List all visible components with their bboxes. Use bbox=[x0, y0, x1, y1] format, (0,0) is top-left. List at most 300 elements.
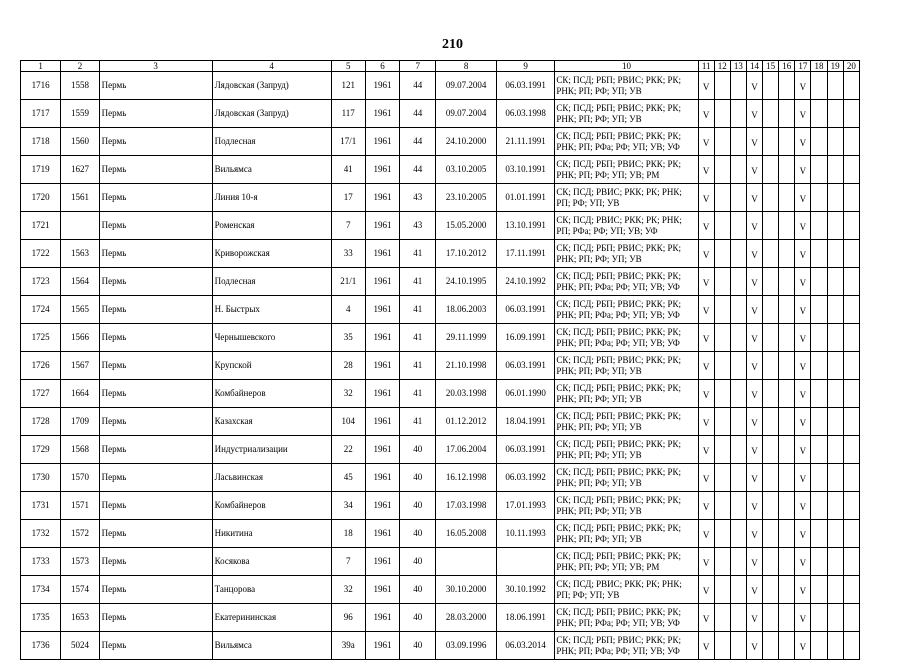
house-number: 32 bbox=[331, 576, 365, 604]
mark-cell-17: V bbox=[795, 436, 811, 464]
year-cell: 1961 bbox=[365, 604, 399, 632]
mark-cell-12 bbox=[714, 72, 730, 100]
mark-cell-18 bbox=[811, 632, 827, 660]
mark-cell-13 bbox=[730, 632, 746, 660]
record-id: 1558 bbox=[61, 72, 99, 100]
services-cell: СК; ПСД; РБП; РВИС; РКК; РК; РНК; РП; РФ; УП; УВ bbox=[555, 380, 698, 408]
mark-cell-11: V bbox=[698, 352, 714, 380]
mark-cell-17: V bbox=[795, 408, 811, 436]
date2-cell: 21.11.1991 bbox=[496, 128, 554, 156]
date2-cell: 24.10.1992 bbox=[496, 268, 554, 296]
mark-cell-18 bbox=[811, 324, 827, 352]
mark-cell-15 bbox=[763, 576, 779, 604]
city-cell: Пермь bbox=[99, 464, 212, 492]
date2-cell: 06.03.1992 bbox=[496, 464, 554, 492]
mark-cell-11: V bbox=[698, 408, 714, 436]
mark-cell-16 bbox=[779, 268, 795, 296]
mark-cell-17: V bbox=[795, 632, 811, 660]
year-cell: 1961 bbox=[365, 212, 399, 240]
record-id: 1572 bbox=[61, 520, 99, 548]
mark-cell-11: V bbox=[698, 464, 714, 492]
mark-cell-18 bbox=[811, 548, 827, 576]
city-cell: Пермь bbox=[99, 324, 212, 352]
mark-cell-20 bbox=[843, 184, 859, 212]
mark-cell-13 bbox=[730, 464, 746, 492]
mark-cell-11: V bbox=[698, 156, 714, 184]
mark-cell-20 bbox=[843, 156, 859, 184]
mark-cell-18 bbox=[811, 296, 827, 324]
date1-cell: 16.05.2008 bbox=[436, 520, 497, 548]
house-number: 17 bbox=[331, 184, 365, 212]
mark-cell-19 bbox=[827, 296, 843, 324]
city-cell: Пермь bbox=[99, 156, 212, 184]
services-cell: СК; ПСД; РБП; РВИС; РКК; РК; РНК; РП; РФ; УП; УВ bbox=[555, 492, 698, 520]
mark-cell-13 bbox=[730, 520, 746, 548]
row-number: 1721 bbox=[21, 212, 61, 240]
mark-cell-12 bbox=[714, 156, 730, 184]
house-number: 32 bbox=[331, 380, 365, 408]
table-row bbox=[21, 380, 860, 408]
house-number: 39а bbox=[331, 632, 365, 660]
mark-cell-12 bbox=[714, 632, 730, 660]
mark-cell-20 bbox=[843, 604, 859, 632]
mark-cell-15 bbox=[763, 100, 779, 128]
year-cell: 1961 bbox=[365, 548, 399, 576]
year-cell: 1961 bbox=[365, 240, 399, 268]
year-cell: 1961 bbox=[365, 352, 399, 380]
services-cell: СК; ПСД; РВИС; РКК; РК; РНК; РП; РФ; УП; УВ bbox=[555, 184, 698, 212]
mark-cell-13 bbox=[730, 352, 746, 380]
city-cell: Пермь bbox=[99, 72, 212, 100]
date1-cell: 01.12.2012 bbox=[436, 408, 497, 436]
street-cell: Крупской bbox=[212, 352, 331, 380]
mark-cell-18 bbox=[811, 184, 827, 212]
street-cell: Линия 10-я bbox=[212, 184, 331, 212]
mark-cell-18 bbox=[811, 520, 827, 548]
mark-cell-17: V bbox=[795, 296, 811, 324]
house-number: 104 bbox=[331, 408, 365, 436]
column-header-13: 13 bbox=[730, 61, 746, 72]
mark-cell-13 bbox=[730, 184, 746, 212]
table-row bbox=[21, 72, 860, 100]
services-cell: СК; ПСД; РБП; РВИС; РКК; РК; РНК; РП; РФа; РФ; УП; УВ; УФ bbox=[555, 604, 698, 632]
mark-cell-19 bbox=[827, 212, 843, 240]
row-number: 1729 bbox=[21, 436, 61, 464]
record-id: 1563 bbox=[61, 240, 99, 268]
city-cell: Пермь bbox=[99, 212, 212, 240]
date1-cell: 17.06.2004 bbox=[436, 436, 497, 464]
mark-cell-17: V bbox=[795, 128, 811, 156]
mark-cell-17: V bbox=[795, 604, 811, 632]
mark-cell-16 bbox=[779, 436, 795, 464]
column-header-11: 11 bbox=[698, 61, 714, 72]
mark-cell-14: V bbox=[746, 576, 762, 604]
mark-cell-16 bbox=[779, 632, 795, 660]
mark-cell-20 bbox=[843, 72, 859, 100]
mark-cell-15 bbox=[763, 212, 779, 240]
mark-cell-16 bbox=[779, 352, 795, 380]
column-header-16: 16 bbox=[779, 61, 795, 72]
mark-cell-18 bbox=[811, 268, 827, 296]
mark-cell-17: V bbox=[795, 100, 811, 128]
mark-cell-13 bbox=[730, 268, 746, 296]
date1-cell: 30.10.2000 bbox=[436, 576, 497, 604]
street-cell: Комбайнеров bbox=[212, 380, 331, 408]
mark-cell-16 bbox=[779, 212, 795, 240]
col7-cell: 40 bbox=[400, 576, 436, 604]
mark-cell-18 bbox=[811, 128, 827, 156]
date2-cell: 16.09.1991 bbox=[496, 324, 554, 352]
mark-cell-19 bbox=[827, 632, 843, 660]
column-header-20: 20 bbox=[843, 61, 859, 72]
table-row bbox=[21, 268, 860, 296]
date1-cell: 03.09.1996 bbox=[436, 632, 497, 660]
row-number: 1736 bbox=[21, 632, 61, 660]
mark-cell-16 bbox=[779, 604, 795, 632]
column-header-18: 18 bbox=[811, 61, 827, 72]
mark-cell-16 bbox=[779, 100, 795, 128]
mark-cell-11: V bbox=[698, 576, 714, 604]
mark-cell-16 bbox=[779, 492, 795, 520]
date1-cell: 20.03.1998 bbox=[436, 380, 497, 408]
mark-cell-15 bbox=[763, 520, 779, 548]
city-cell: Пермь bbox=[99, 128, 212, 156]
record-id: 1564 bbox=[61, 268, 99, 296]
mark-cell-15 bbox=[763, 604, 779, 632]
col7-cell: 41 bbox=[400, 268, 436, 296]
date1-cell: 03.10.2005 bbox=[436, 156, 497, 184]
column-header-1: 1 bbox=[21, 61, 61, 72]
date2-cell: 06.03.1991 bbox=[496, 352, 554, 380]
city-cell: Пермь bbox=[99, 632, 212, 660]
house-number: 4 bbox=[331, 296, 365, 324]
services-cell: СК; ПСД; РВИС; РКК; РК; РНК; РП; РФ; УП; УВ bbox=[555, 576, 698, 604]
services-cell: СК; ПСД; РБП; РВИС; РКК; РК; РНК; РП; РФ; УП; УВ bbox=[555, 408, 698, 436]
year-cell: 1961 bbox=[365, 72, 399, 100]
mark-cell-20 bbox=[843, 240, 859, 268]
row-number: 1718 bbox=[21, 128, 61, 156]
mark-cell-11: V bbox=[698, 520, 714, 548]
mark-cell-13 bbox=[730, 128, 746, 156]
mark-cell-11: V bbox=[698, 632, 714, 660]
mark-cell-17: V bbox=[795, 324, 811, 352]
mark-cell-15 bbox=[763, 492, 779, 520]
mark-cell-19 bbox=[827, 184, 843, 212]
city-cell: Пермь bbox=[99, 296, 212, 324]
mark-cell-17: V bbox=[795, 492, 811, 520]
mark-cell-14: V bbox=[746, 72, 762, 100]
year-cell: 1961 bbox=[365, 576, 399, 604]
mark-cell-12 bbox=[714, 604, 730, 632]
mark-cell-17: V bbox=[795, 576, 811, 604]
mark-cell-15 bbox=[763, 240, 779, 268]
year-cell: 1961 bbox=[365, 324, 399, 352]
mark-cell-14: V bbox=[746, 100, 762, 128]
mark-cell-19 bbox=[827, 156, 843, 184]
mark-cell-11: V bbox=[698, 128, 714, 156]
mark-cell-17: V bbox=[795, 352, 811, 380]
house-number: 121 bbox=[331, 72, 365, 100]
services-cell: СК; ПСД; РБП; РВИС; РКК; РК; РНК; РП; РФа; РФ; УП; УВ; УФ bbox=[555, 324, 698, 352]
house-number: 33 bbox=[331, 240, 365, 268]
services-cell: СК; ПСД; РБП; РВИС; РКК; РК; РНК; РП; РФ; УП; УВ; РМ bbox=[555, 156, 698, 184]
row-number: 1728 bbox=[21, 408, 61, 436]
table-row bbox=[21, 184, 860, 212]
mark-cell-15 bbox=[763, 380, 779, 408]
mark-cell-17: V bbox=[795, 520, 811, 548]
street-cell: Подлесная bbox=[212, 268, 331, 296]
street-cell: Казахская bbox=[212, 408, 331, 436]
street-cell: Лядовская (Запруд) bbox=[212, 100, 331, 128]
services-cell: СК; ПСД; РБП; РВИС; РКК; РК; РНК; РП; РФ; УП; УВ; РМ bbox=[555, 548, 698, 576]
mark-cell-17: V bbox=[795, 380, 811, 408]
table-row bbox=[21, 352, 860, 380]
mark-cell-15 bbox=[763, 548, 779, 576]
record-id: 1653 bbox=[61, 604, 99, 632]
mark-cell-19 bbox=[827, 408, 843, 436]
mark-cell-18 bbox=[811, 212, 827, 240]
mark-cell-14: V bbox=[746, 156, 762, 184]
row-number: 1730 bbox=[21, 464, 61, 492]
mark-cell-19 bbox=[827, 268, 843, 296]
year-cell: 1961 bbox=[365, 156, 399, 184]
col7-cell: 44 bbox=[400, 156, 436, 184]
date1-cell: 29.11.1999 bbox=[436, 324, 497, 352]
mark-cell-18 bbox=[811, 436, 827, 464]
services-cell: СК; ПСД; РБП; РВИС; РКК; РК; РНК; РП; РФ; УП; УВ bbox=[555, 72, 698, 100]
mark-cell-20 bbox=[843, 464, 859, 492]
house-number: 35 bbox=[331, 324, 365, 352]
mark-cell-12 bbox=[714, 100, 730, 128]
column-header-9: 9 bbox=[496, 61, 554, 72]
mark-cell-14: V bbox=[746, 128, 762, 156]
street-cell: Вильямса bbox=[212, 156, 331, 184]
house-number: 17/1 bbox=[331, 128, 365, 156]
record-id: 1568 bbox=[61, 436, 99, 464]
table-row bbox=[21, 212, 860, 240]
col7-cell: 40 bbox=[400, 464, 436, 492]
mark-cell-12 bbox=[714, 352, 730, 380]
mark-cell-16 bbox=[779, 380, 795, 408]
table-row bbox=[21, 632, 860, 660]
row-number: 1727 bbox=[21, 380, 61, 408]
street-cell: Никитина bbox=[212, 520, 331, 548]
house-number: 21/1 bbox=[331, 268, 365, 296]
mark-cell-11: V bbox=[698, 492, 714, 520]
mark-cell-14: V bbox=[746, 324, 762, 352]
date2-cell: 13.10.1991 bbox=[496, 212, 554, 240]
record-id: 1560 bbox=[61, 128, 99, 156]
date1-cell: 15.05.2000 bbox=[436, 212, 497, 240]
mark-cell-14: V bbox=[746, 184, 762, 212]
mark-cell-13 bbox=[730, 408, 746, 436]
mark-cell-14: V bbox=[746, 436, 762, 464]
date1-cell: 16.12.1998 bbox=[436, 464, 497, 492]
street-cell: Лядовская (Запруд) bbox=[212, 72, 331, 100]
mark-cell-20 bbox=[843, 268, 859, 296]
mark-cell-12 bbox=[714, 128, 730, 156]
date2-cell: 06.01.1990 bbox=[496, 380, 554, 408]
services-cell: СК; ПСД; РБП; РВИС; РКК; РК; РНК; РП; РФ; УП; УВ bbox=[555, 520, 698, 548]
col7-cell: 43 bbox=[400, 212, 436, 240]
mark-cell-13 bbox=[730, 212, 746, 240]
street-cell: Ласьвинская bbox=[212, 464, 331, 492]
date2-cell: 06.03.1991 bbox=[496, 436, 554, 464]
street-cell: Танцорова bbox=[212, 576, 331, 604]
mark-cell-17: V bbox=[795, 184, 811, 212]
column-header-8: 8 bbox=[436, 61, 497, 72]
date1-cell: 18.06.2003 bbox=[436, 296, 497, 324]
mark-cell-15 bbox=[763, 632, 779, 660]
mark-cell-13 bbox=[730, 72, 746, 100]
house-number: 28 bbox=[331, 352, 365, 380]
date2-cell: 06.03.1991 bbox=[496, 296, 554, 324]
date1-cell: 09.07.2004 bbox=[436, 100, 497, 128]
mark-cell-17: V bbox=[795, 72, 811, 100]
table-row bbox=[21, 408, 860, 436]
record-id: 5024 bbox=[61, 632, 99, 660]
mark-cell-15 bbox=[763, 72, 779, 100]
street-cell: Чернышевского bbox=[212, 324, 331, 352]
mark-cell-16 bbox=[779, 324, 795, 352]
mark-cell-20 bbox=[843, 576, 859, 604]
year-cell: 1961 bbox=[365, 100, 399, 128]
mark-cell-20 bbox=[843, 520, 859, 548]
table-row bbox=[21, 296, 860, 324]
record-id: 1565 bbox=[61, 296, 99, 324]
house-number: 41 bbox=[331, 156, 365, 184]
table-row bbox=[21, 464, 860, 492]
date1-cell: 28.03.2000 bbox=[436, 604, 497, 632]
mark-cell-18 bbox=[811, 100, 827, 128]
row-number: 1734 bbox=[21, 576, 61, 604]
mark-cell-11: V bbox=[698, 604, 714, 632]
mark-cell-15 bbox=[763, 296, 779, 324]
mark-cell-12 bbox=[714, 492, 730, 520]
mark-cell-13 bbox=[730, 576, 746, 604]
record-id: 1573 bbox=[61, 548, 99, 576]
mark-cell-16 bbox=[779, 576, 795, 604]
page-number: 210 bbox=[442, 37, 463, 52]
table-row bbox=[21, 576, 860, 604]
col7-cell: 40 bbox=[400, 436, 436, 464]
table-row bbox=[21, 128, 860, 156]
column-header-17: 17 bbox=[795, 61, 811, 72]
mark-cell-14: V bbox=[746, 632, 762, 660]
mark-cell-11: V bbox=[698, 212, 714, 240]
mark-cell-18 bbox=[811, 604, 827, 632]
col7-cell: 44 bbox=[400, 72, 436, 100]
mark-cell-16 bbox=[779, 464, 795, 492]
year-cell: 1961 bbox=[365, 464, 399, 492]
city-cell: Пермь bbox=[99, 352, 212, 380]
house-number: 7 bbox=[331, 548, 365, 576]
mark-cell-19 bbox=[827, 324, 843, 352]
col7-cell: 41 bbox=[400, 324, 436, 352]
mark-cell-15 bbox=[763, 324, 779, 352]
mark-cell-11: V bbox=[698, 184, 714, 212]
mark-cell-12 bbox=[714, 380, 730, 408]
street-cell: Подлесная bbox=[212, 128, 331, 156]
record-id: 1664 bbox=[61, 380, 99, 408]
mark-cell-15 bbox=[763, 352, 779, 380]
mark-cell-11: V bbox=[698, 548, 714, 576]
house-number: 18 bbox=[331, 520, 365, 548]
house-number: 7 bbox=[331, 212, 365, 240]
row-number: 1725 bbox=[21, 324, 61, 352]
house-number: 22 bbox=[331, 436, 365, 464]
table-row bbox=[21, 240, 860, 268]
city-cell: Пермь bbox=[99, 100, 212, 128]
mark-cell-12 bbox=[714, 296, 730, 324]
mark-cell-18 bbox=[811, 156, 827, 184]
column-header-12: 12 bbox=[714, 61, 730, 72]
city-cell: Пермь bbox=[99, 520, 212, 548]
city-cell: Пермь bbox=[99, 576, 212, 604]
mark-cell-18 bbox=[811, 408, 827, 436]
mark-cell-14: V bbox=[746, 296, 762, 324]
services-cell: СК; ПСД; РБП; РВИС; РКК; РК; РНК; РП; РФ; УП; УВ bbox=[555, 352, 698, 380]
column-header-3: 3 bbox=[99, 61, 212, 72]
city-cell: Пермь bbox=[99, 240, 212, 268]
year-cell: 1961 bbox=[365, 520, 399, 548]
column-header-5: 5 bbox=[331, 61, 365, 72]
services-cell: СК; ПСД; РБП; РВИС; РКК; РК; РНК; РП; РФ; УП; УВ bbox=[555, 464, 698, 492]
col7-cell: 40 bbox=[400, 632, 436, 660]
mark-cell-17: V bbox=[795, 212, 811, 240]
date2-cell: 06.03.1998 bbox=[496, 100, 554, 128]
year-cell: 1961 bbox=[365, 632, 399, 660]
street-cell: Индустриализации bbox=[212, 436, 331, 464]
table-row bbox=[21, 156, 860, 184]
date1-cell: 17.10.2012 bbox=[436, 240, 497, 268]
table-row bbox=[21, 492, 860, 520]
mark-cell-14: V bbox=[746, 408, 762, 436]
mark-cell-13 bbox=[730, 156, 746, 184]
mark-cell-18 bbox=[811, 576, 827, 604]
mark-cell-14: V bbox=[746, 380, 762, 408]
mark-cell-20 bbox=[843, 100, 859, 128]
mark-cell-14: V bbox=[746, 548, 762, 576]
row-number: 1733 bbox=[21, 548, 61, 576]
column-header-6: 6 bbox=[365, 61, 399, 72]
row-number: 1731 bbox=[21, 492, 61, 520]
record-id: 1709 bbox=[61, 408, 99, 436]
mark-cell-13 bbox=[730, 240, 746, 268]
mark-cell-16 bbox=[779, 408, 795, 436]
city-cell: Пермь bbox=[99, 436, 212, 464]
record-id: 1574 bbox=[61, 576, 99, 604]
date2-cell: 03.10.1991 bbox=[496, 156, 554, 184]
mark-cell-14: V bbox=[746, 240, 762, 268]
mark-cell-13 bbox=[730, 436, 746, 464]
mark-cell-13 bbox=[730, 380, 746, 408]
mark-cell-12 bbox=[714, 240, 730, 268]
year-cell: 1961 bbox=[365, 296, 399, 324]
row-number: 1716 bbox=[21, 72, 61, 100]
date1-cell: 24.10.2000 bbox=[436, 128, 497, 156]
mark-cell-11: V bbox=[698, 100, 714, 128]
mark-cell-15 bbox=[763, 268, 779, 296]
mark-cell-19 bbox=[827, 380, 843, 408]
row-number: 1726 bbox=[21, 352, 61, 380]
column-header-10: 10 bbox=[555, 61, 698, 72]
street-cell: Косякова bbox=[212, 548, 331, 576]
mark-cell-18 bbox=[811, 464, 827, 492]
mark-cell-18 bbox=[811, 72, 827, 100]
row-number: 1732 bbox=[21, 520, 61, 548]
mark-cell-12 bbox=[714, 548, 730, 576]
